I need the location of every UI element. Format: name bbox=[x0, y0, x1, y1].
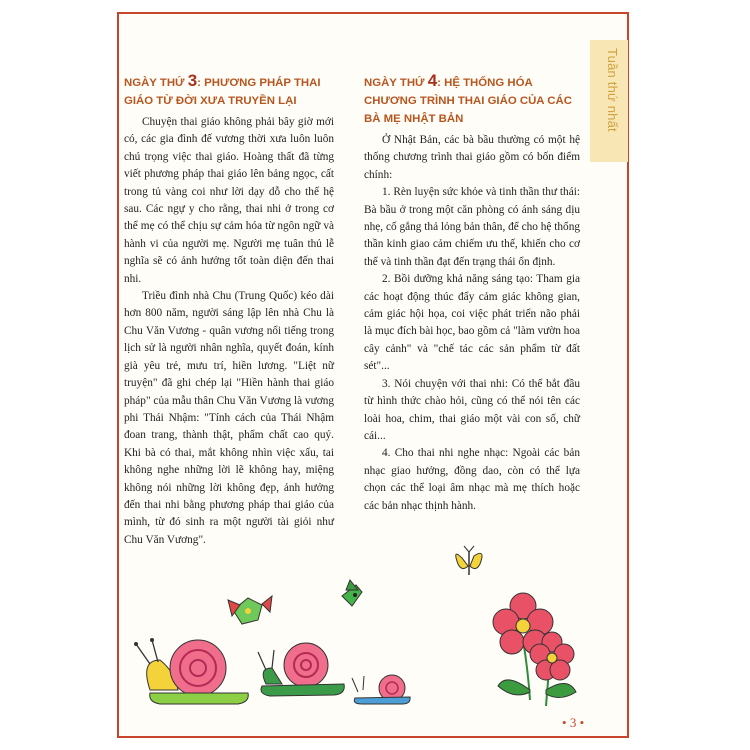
page-number: • 3 • bbox=[562, 715, 585, 730]
day4-paragraph-4: 3. Nói chuyện với thai nhi: Có thể bắt đầu từ hình thức chào hỏi, cũng có thể nói tên các loài hoa, chim, thai giáo một vài con số, chữ cái... bbox=[364, 377, 580, 442]
flower-doodle bbox=[493, 593, 576, 706]
day3-paragraph-2: Triều đình nhà Chu (Trung Quốc) kéo dài hơn 800 năm, người sáng lập lên nhà Chu là Chu Văn Vương - quân vương nổi tiếng trong lịch sử là người nhân nghĩa, quyết đoán, kính già yêu trẻ, mưu trí, hiền lương. "Liệt nữ truyện" đã ghi chép lại "Hiền hành thai giáo pháp" của mẫu thân Chu Văn Vương là vương phi Thái Nhậm: "Tính cách của Thái Nhậm đoan trang, thành thật, phẩm chất cao quý. Khi bà có thai, mắt không nhìn việc xấu, tai không nghe những lời lẽ không hay, miệng không nói những lời không đẹp, ảnh hưởng đến thai nhi bằng phương pháp thai giáo của mình, từ đó sinh ra một người tài giỏi như Chu Văn Vương". bbox=[124, 290, 334, 546]
candy-doodle bbox=[228, 596, 272, 624]
day4-heading-number: 4 bbox=[427, 71, 438, 90]
section-tab-label: Tuần thứ nhất bbox=[605, 48, 620, 132]
small-snail bbox=[352, 675, 410, 704]
page-number-value: 3 bbox=[569, 715, 577, 730]
day3-heading-title: : PHƯƠNG PHÁP THAI GIÁO TỪ ĐỜI XƯA TRUYỀN LẠI bbox=[124, 77, 321, 107]
day4-paragraph-3: 2. Bồi dưỡng khả năng sáng tạo: Tham gia các hoạt động thúc đẩy cảm giác không gian, cảm giác hội họa, coi việc phát triển não phải là mục đích bài học, bao gồm cả "làm vườn hoa cây cảnh" và "chế tác các sản phẩm từ đất sét"... bbox=[364, 273, 580, 373]
day4-heading-title: : HỆ THỐNG HÓA CHƯƠNG TRÌNH THAI GIÁO CỦA CÁC BÀ MẸ NHẬT BẢN bbox=[364, 77, 572, 125]
day4-paragraph-1: Ở Nhật Bản, các bà bầu thường có một hệ thống chương trình thai giáo gồm có bốn điểm chính: bbox=[364, 134, 580, 181]
middle-snail bbox=[258, 643, 344, 696]
butterfly-doodle bbox=[456, 546, 482, 575]
day3-heading-prefix: NGÀY THỨ bbox=[124, 77, 185, 89]
day3-heading-number: 3 bbox=[187, 71, 198, 90]
day3-paragraph-1: Chuyện thai giáo không phải bây giờ mới có, các gia đình đế vương thời xưa luôn luôn chú trọng việc thai giáo. Hoàng thất đã từng viết phương pháp thai giáo lên bảng ngọc, cất trong tủ vàng coi như lời dạy dỗ cho thế hệ sau. Các ngự y cho rằng, thai nhi ở trong cơ thể mẹ có thể chịu sự cảm hóa từ ngôn ngữ và hành vi của người mẹ. Người mẹ tuân thủ lễ nghĩa sẽ có ảnh hưởng tốt toàn diện đến thai nhi. bbox=[124, 116, 334, 285]
bird-doodle bbox=[342, 580, 362, 606]
big-snail bbox=[134, 638, 248, 704]
day4-paragraph-5: 4. Cho thai nhi nghe nhạc: Ngoài các bản nhạc giao hưởng, đồng dao, còn có thể lựa chọn các thể loại âm nhạc mà mẹ thích hoặc các bản nhạc thịnh hành. bbox=[364, 447, 580, 512]
day4-heading-prefix: NGÀY THỨ bbox=[364, 77, 425, 89]
day4-paragraph-2: 1. Rèn luyện sức khỏe và tinh thần thư thái: Bà bầu ở trong một căn phòng có ánh sáng dịu nhẹ, cố gắng thả lỏng bản thân, để cho hệ thống thần kinh giao cảm chiếm ưu thế, khiến cho cơ thể và tinh thần đạt đến trạng thái ổn định. bbox=[364, 186, 580, 268]
